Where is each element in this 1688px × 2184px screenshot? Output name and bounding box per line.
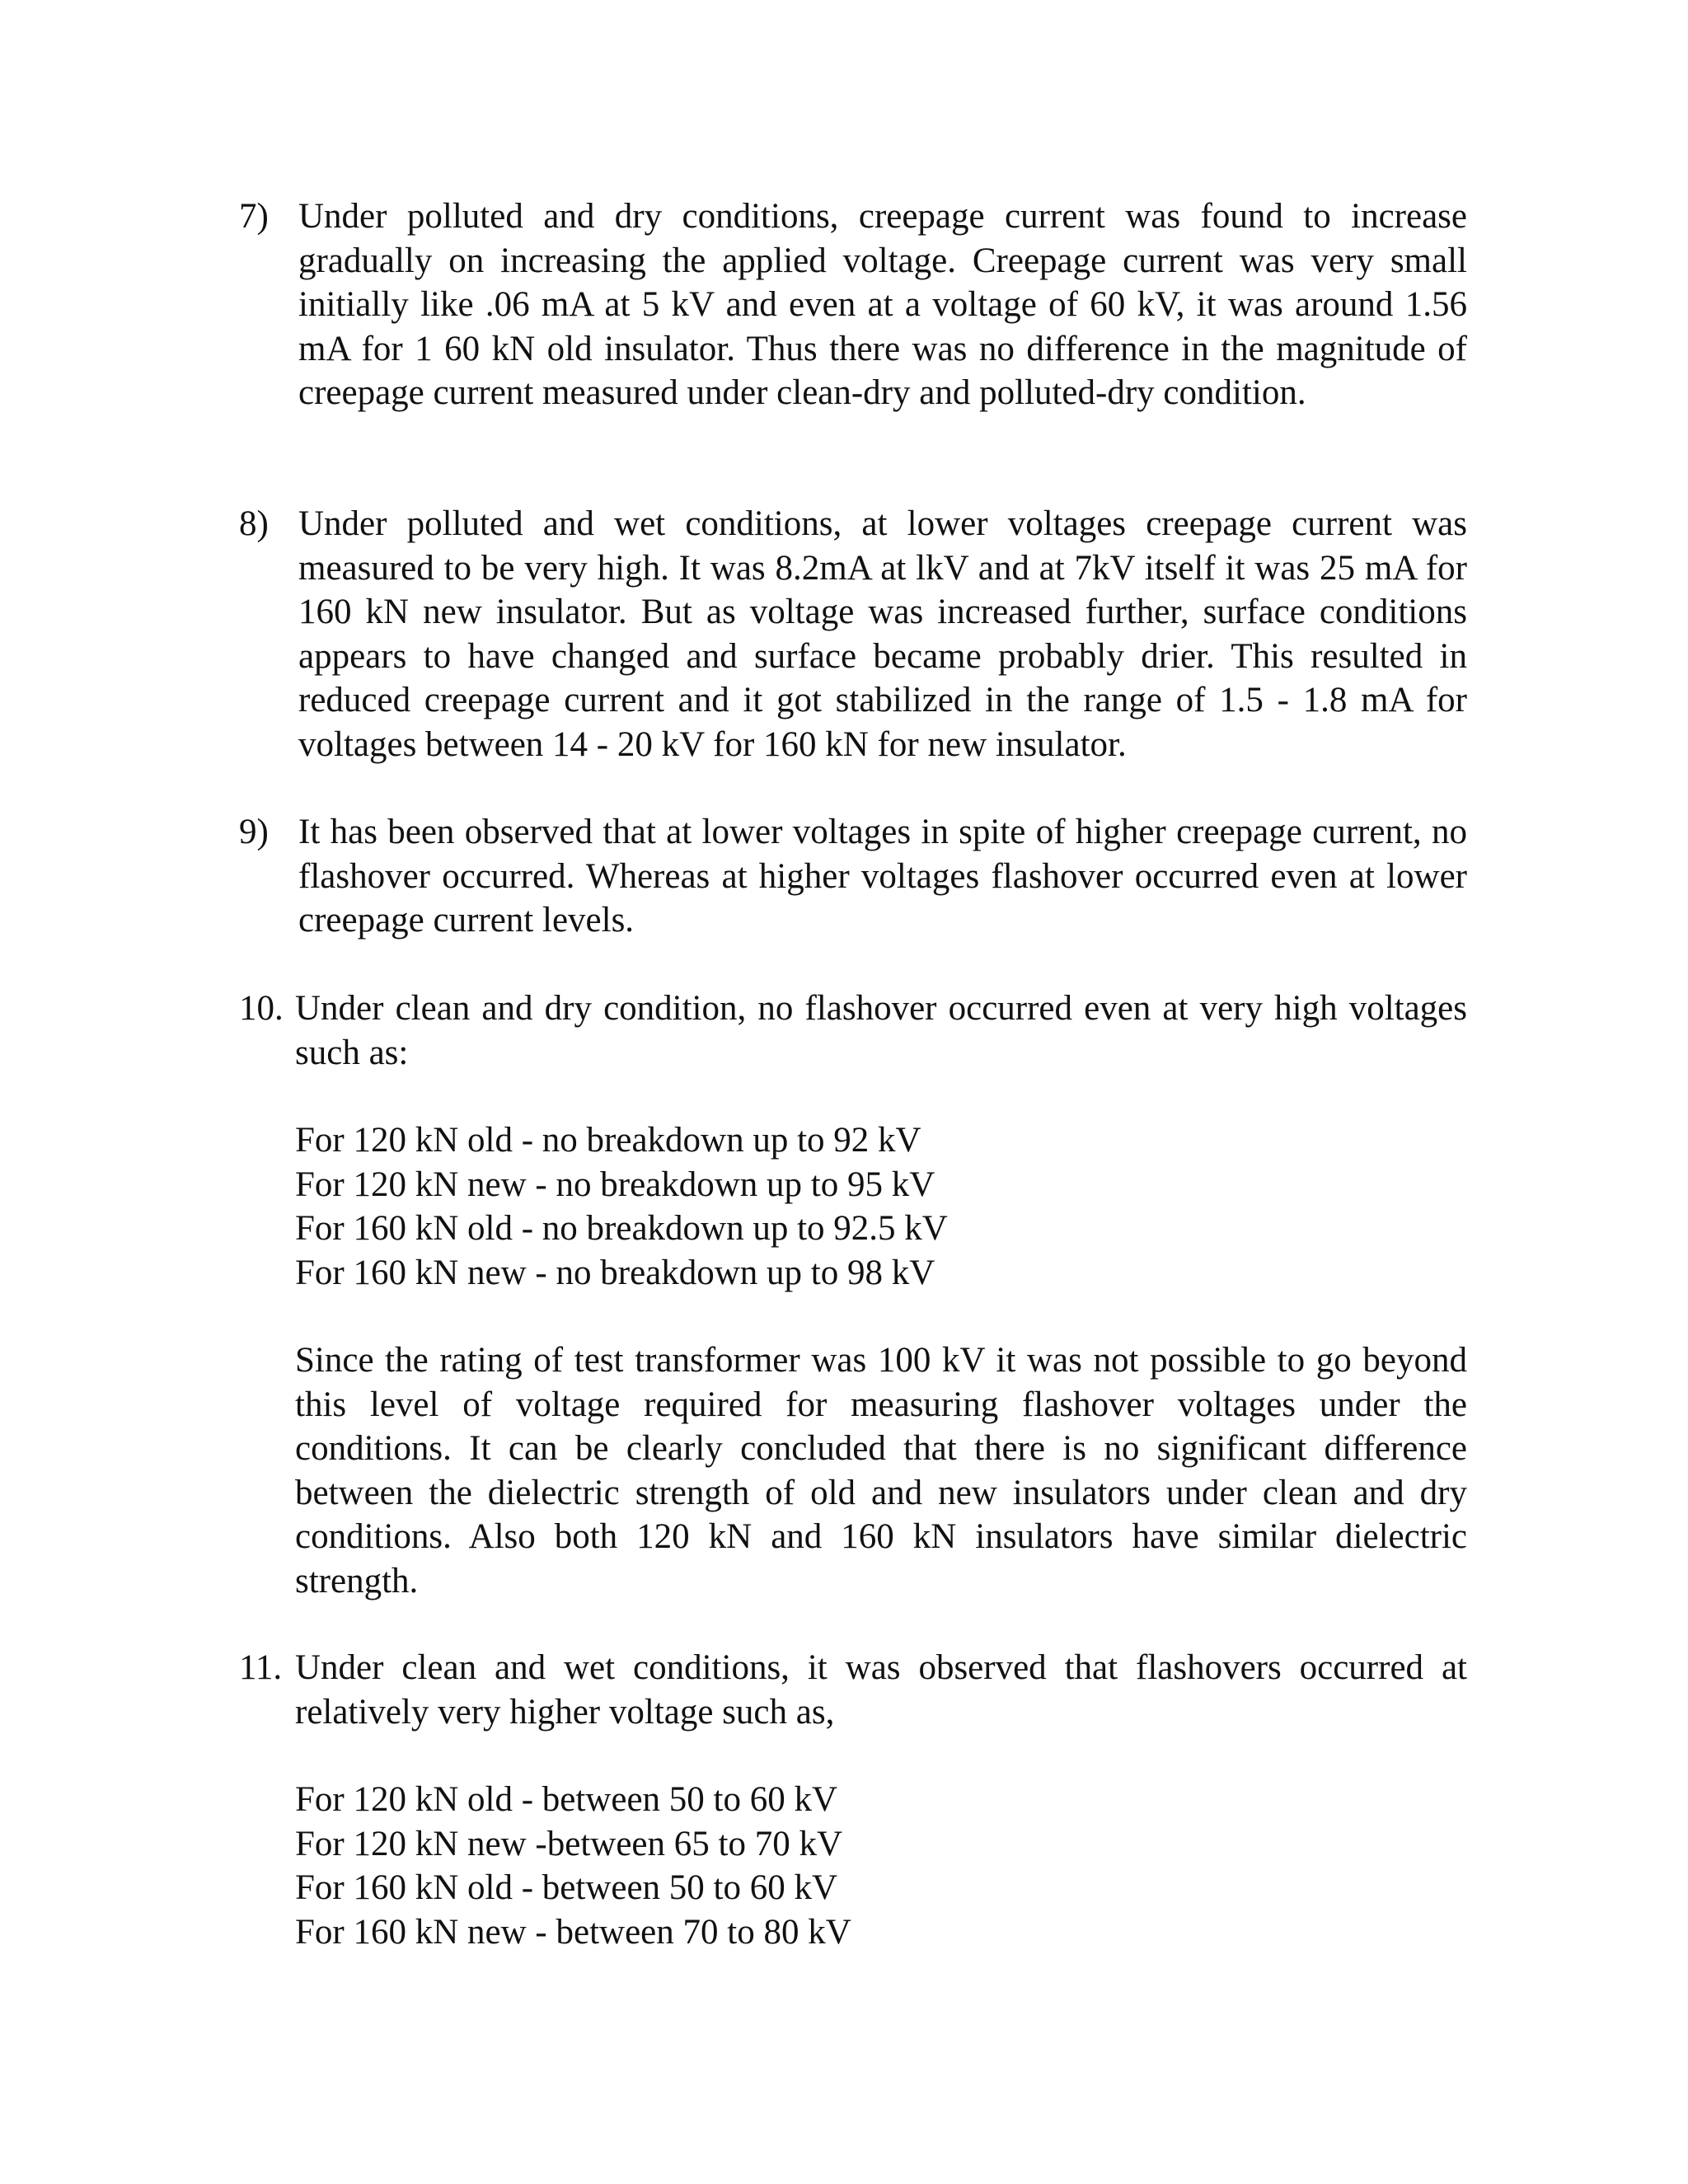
item-text: Under polluted and dry conditions, creepage current was found to increase gradually on increasing the applied voltage. Creepage current was very small initially like .06 mA at 5 kV and even at a voltage of 60 kV, it was around 1.56 mA for 1 60 kN old insulator. Thus there was no difference in the magnitude of creepage current measured under clean-dry and polluted-dry condition. xyxy=(298,197,1467,412)
list-item xyxy=(0,502,1688,774)
item-number: 7) xyxy=(239,197,269,236)
voltage-list xyxy=(295,1118,1467,1295)
voltage-list-entry: For 120 kN new -between 65 to 70 kV xyxy=(295,1824,843,1863)
item-number: 11. xyxy=(239,1648,283,1687)
list-item xyxy=(0,810,1688,950)
list-item xyxy=(0,194,1688,466)
voltage-list-entry: For 160 kN old - between 50 to 60 kV xyxy=(295,1868,838,1907)
voltage-list-entry: For 120 kN new - no breakdown up to 95 kV xyxy=(295,1165,935,1204)
item-number: 8) xyxy=(239,504,269,543)
voltage-list xyxy=(295,1778,1467,1954)
item-text: Under clean and dry condition, no flashover occurred even at very high voltages such as: xyxy=(295,989,1467,1072)
item-text: It has been observed that at lower voltages in spite of higher creepage current, no flashover occurred. Whereas at higher voltages flashover occurred even at lower creepage current levels. xyxy=(298,813,1467,940)
voltage-list-entry: For 120 kN old - no breakdown up to 92 kV xyxy=(295,1121,921,1160)
list-item xyxy=(0,987,1688,1613)
voltage-list-entry: For 160 kN new - no breakdown up to 98 kV xyxy=(295,1253,935,1292)
voltage-list-entry: For 160 kN old - no breakdown up to 92.5 kV xyxy=(295,1209,948,1248)
item-number: 9) xyxy=(239,813,269,851)
item-note: Since the rating of test transformer was 100 kV it was not possible to go beyond this level of voltage required for measuring flashover voltages under the conditions. It can be clearly concluded that there is no significant difference between the dielectric strength of old and new insulators under clean and dry conditions. Also both 120 kN and 160 kN insulators have similar dielectric strength. xyxy=(295,1341,1467,1601)
item-number: 10. xyxy=(239,989,284,1028)
item-text: Under clean and wet conditions, it was observed that flashovers occurred at relatively very higher voltage such as, xyxy=(295,1648,1467,1732)
voltage-list-entry: For 160 kN new - between 70 to 80 kV xyxy=(295,1912,851,1952)
list-item xyxy=(0,1646,1688,1959)
voltage-list-entry: For 120 kN old - between 50 to 60 kV xyxy=(295,1780,838,1819)
item-text: Under polluted and wet conditions, at lower voltages creepage current was measured to be very high. It was 8.2mA at lkV and at 7kV itself it was 25 mA for 160 kN new insulator. But as voltage was increased further, surface conditions appears to have changed and surface became probably drier. This resulted in reduced creepage current and it got stabilized in the range of 1.5 - 1.8 mA for voltages between 14 - 20 kV for 160 kN for new insulator. xyxy=(298,504,1467,764)
